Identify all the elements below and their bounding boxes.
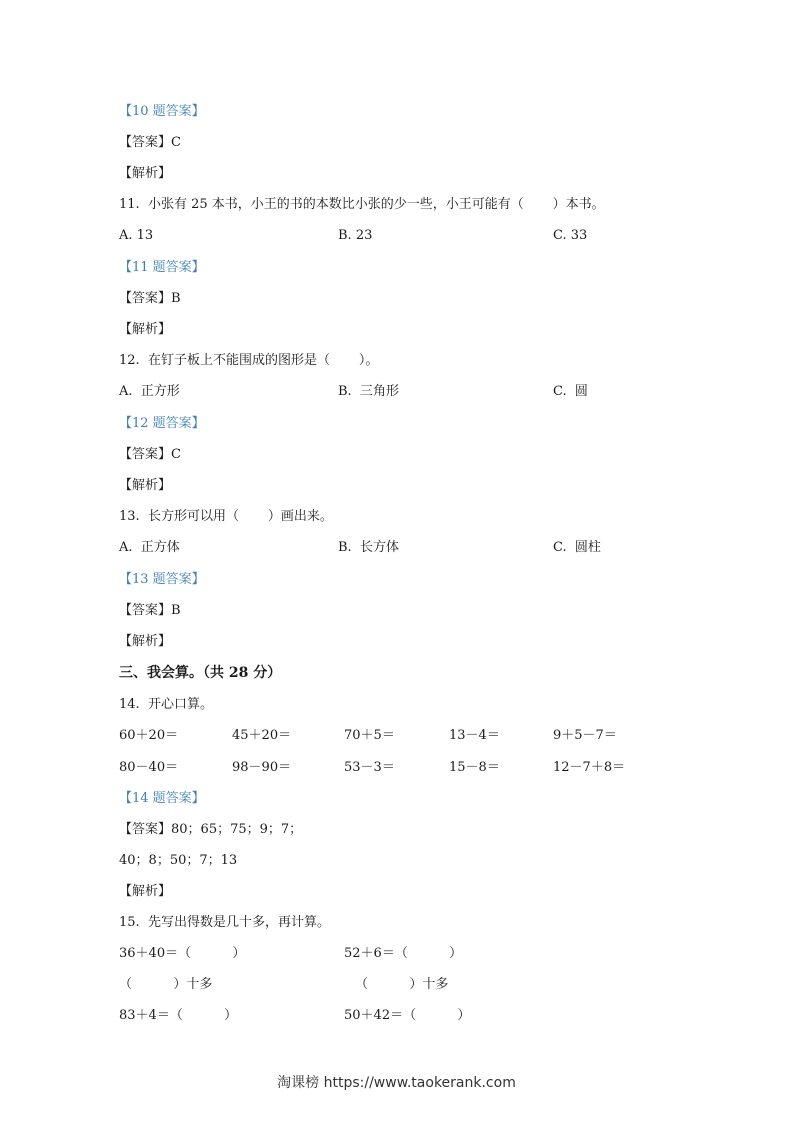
q14-item: 53－3＝ [344,760,395,775]
q13-answer-header: 【13 题答案】 [119,572,205,587]
q14-answer-header: 【14 题答案】 [119,791,205,806]
q11-answer: 【答案】B [119,291,181,306]
q14-item: 13－4＝ [449,728,500,743]
q10-analysis: 【解析】 [119,166,172,181]
q14-item: 15－8＝ [449,760,500,775]
q11-option-c: C. 33 [553,228,588,243]
q14-item: 80－40＝ [119,760,179,775]
q15-item: 83＋4＝（ ） [119,1008,238,1023]
q15-item: 50＋42＝（ ） [344,1008,471,1023]
q13-analysis: 【解析】 [119,634,172,649]
q15-item: 36＋40＝（ ） [119,946,246,961]
q11-option-a: A. 13 [119,228,154,243]
q12-question: 12. 在钉子板上不能围成的图形是（ ）。 [119,353,379,368]
q13-option-c: C. 圆柱 [553,540,601,555]
q10-answer: 【答案】C [119,135,181,150]
q15-item: 52＋6＝（ ） [344,946,463,961]
section-title: 三、我会算。（共 28 分） [119,665,282,681]
q12-answer-header: 【12 题答案】 [119,416,205,431]
q14-answer: 【答案】80；65；75；9；7； [119,822,303,837]
q11-option-b: B. 23 [338,228,373,243]
q14-answer-continued: 40；8；50；7；13 [119,853,238,868]
q14-item: 70＋5＝ [344,728,395,743]
q11-analysis: 【解析】 [119,322,172,337]
q14-question: 14. 开心口算。 [119,697,213,712]
q11-answer-header: 【11 题答案】 [119,260,205,275]
q14-item: 9＋5－7＝ [553,728,617,743]
q12-option-b: B. 三角形 [338,384,399,399]
q15-question: 15. 先写出得数是几十多，再计算。 [119,915,330,930]
q10-answer-header: 【10 题答案】 [119,104,205,119]
q15-item: （ ）十多 [119,977,213,992]
q12-analysis: 【解析】 [119,478,172,493]
footer-watermark: 淘课榜 https://www.taokerank.com [277,1075,516,1091]
q13-option-b: B. 长方体 [338,540,399,555]
q14-item: 45＋20＝ [232,728,292,743]
q14-item: 98－90＝ [232,760,292,775]
q11-question: 11. 小张有 25 本书，小王的书的本数比小张的少一些，小王可能有（ ）本书。 [119,197,605,212]
q13-option-a: A. 正方体 [119,540,180,555]
q12-option-c: C. 圆 [553,384,588,399]
q12-option-a: A. 正方形 [119,384,180,399]
q13-question: 13. 长方形可以用（ ）画出来。 [119,509,333,524]
q15-item: （ ）十多 [355,977,449,992]
q14-item: 12－7＋8＝ [553,760,626,775]
q14-analysis: 【解析】 [119,884,172,899]
q12-answer: 【答案】C [119,447,181,462]
q13-answer: 【答案】B [119,603,181,618]
q14-item: 60＋20＝ [119,728,179,743]
